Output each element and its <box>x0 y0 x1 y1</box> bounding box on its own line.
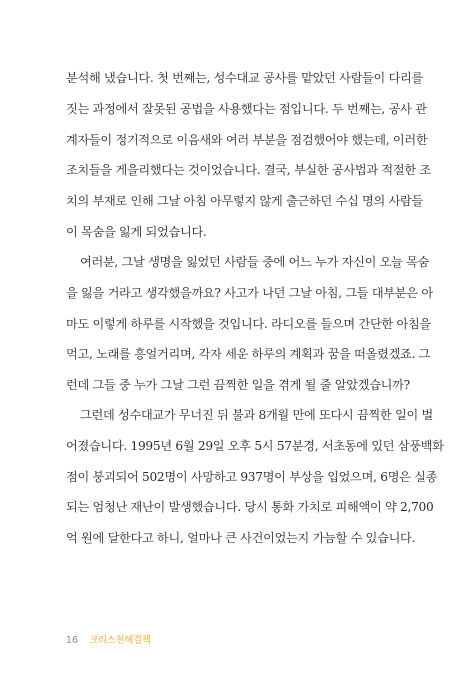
text-line: 마도 이렇게 하루를 시작했을 것입니다. 라디오를 들으며 간단한 아침을 <box>66 316 431 331</box>
text-line: 먹고, 노래를 흥얼거리며, 각자 세운 하루의 계획과 꿈을 떠올렸겠죠. 그 <box>66 347 431 362</box>
text-line: 이 목숨을 잃게 되었습니다. <box>66 224 207 239</box>
text-line: 조치들을 게을리했다는 것이었습니다. 결국, 부실한 공사법과 적절한 조 <box>66 163 431 178</box>
text-line: 을 잃을 거라고 생각했을까요? 사고가 나던 그날 아침, 그들 대부분은 아 <box>66 285 433 300</box>
paragraph-3 <box>66 400 444 554</box>
paragraph-1 <box>66 63 431 248</box>
text-line: 계자들이 정기적으로 이음새와 여러 부분을 점검했어야 했는데, 이러한 <box>66 132 428 147</box>
paragraph-2 <box>66 247 433 401</box>
text-line: 짓는 과정에서 잘못된 공법을 사용했다는 점입니다. 두 번째는, 공사 관 <box>66 101 427 116</box>
page-number: 16 <box>66 635 79 646</box>
text-line: 치의 부재로 인해 그날 아침 아무렇지 않게 출근하던 수십 명의 사람들 <box>66 194 423 209</box>
text-line: 분석해 냈습니다. 첫 번째는, 성수대교 공사를 맡았던 사람들이 다리를 <box>66 71 423 85</box>
text-line: 어졌습니다. 1995년 6월 29일 오후 5시 57분경, 서초동에 있던 삼풍백화 <box>66 438 444 453</box>
text-line: 되는 엄청난 재난이 발생했습니다. 당시 통화 가치로 피해액이 약 2,700 <box>66 500 434 515</box>
text-line: 억 원에 달한다고 하니, 얼마나 큰 사건이었는지 가늠할 수 있습니다. <box>66 531 416 546</box>
running-title: 크리스천해결책 <box>89 635 151 646</box>
text-line: 그런데 성수대교가 무너진 뒤 불과 8개월 만에 또다시 끔찍한 일이 벌 <box>80 408 433 422</box>
text-line: 여러분, 그날 생명을 잃었던 사람들 중에 어느 누가 자신이 오늘 목숨 <box>80 255 430 269</box>
page-footer <box>66 632 151 650</box>
text-line: 점이 붕괴되어 502명이 사망하고 937명이 부상을 입었으며, 6명은 실종 <box>66 469 438 484</box>
text-line: 런데 그들 중 누가 그날 그런 끔찍한 일을 겪게 될 줄 알았겠습니까? <box>66 378 410 393</box>
